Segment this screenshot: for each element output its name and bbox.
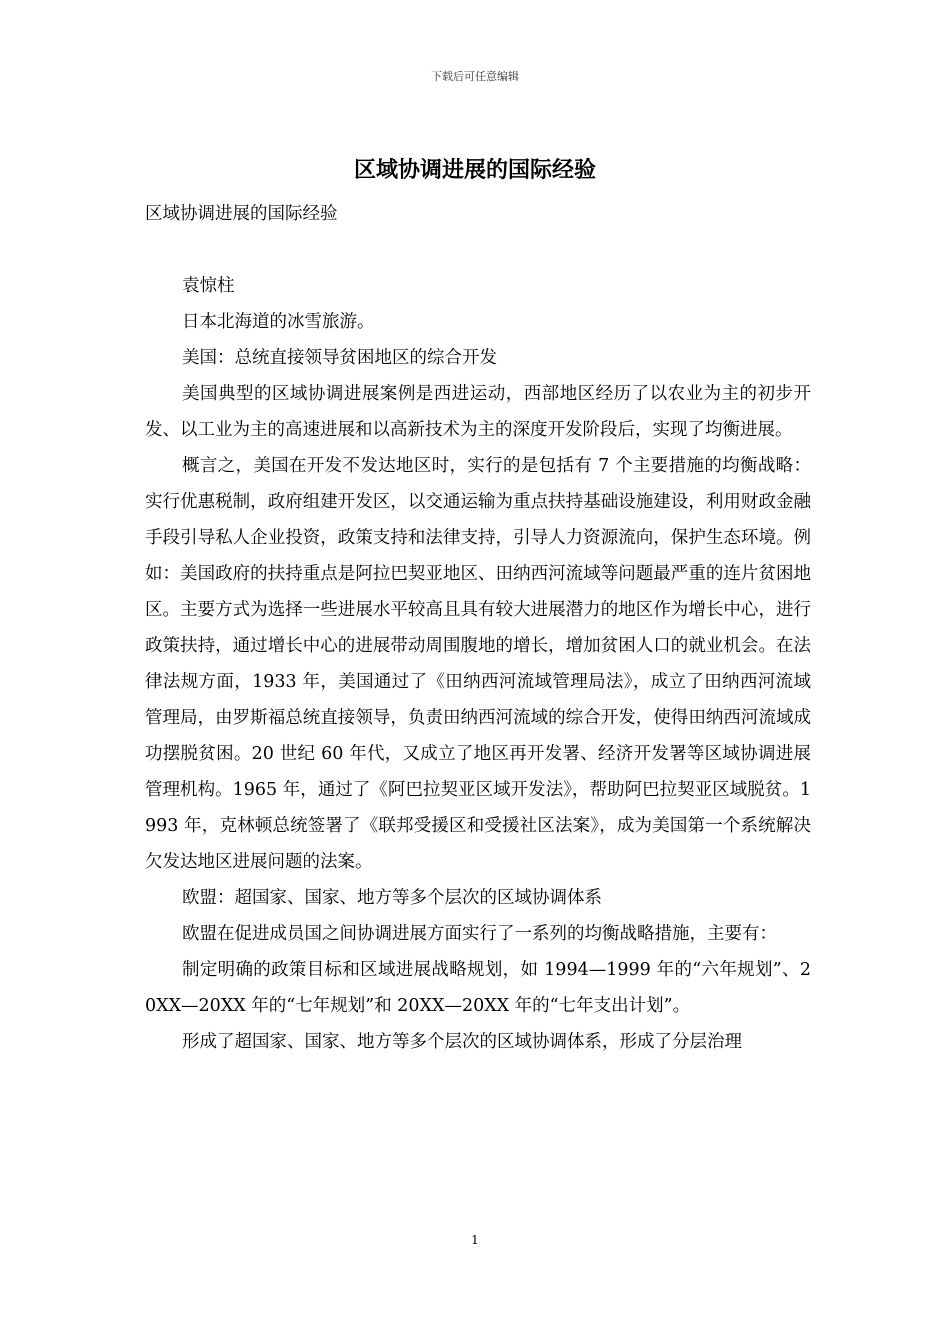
page-header-note: 下载后可任意编辑 — [431, 70, 519, 83]
document-body — [145, 196, 811, 1060]
author-name: 袁惊柱 — [182, 276, 235, 296]
paragraph: 形成了超国家、国家、地方等多个层次的区域协调体系，形成了分层治理 — [182, 1032, 742, 1052]
paragraph: 欧盟在促进成员国之间协调进展方面实行了一系列的均衡战略措施，主要有： — [182, 924, 777, 944]
paragraph: 制定明确的政策目标和区域进展战略规划，如 1994—1999 年的“六年规划”、20XX—20XX 年的“七年规划”和 20XX—20XX 年的“七年支出计划”。 — [145, 960, 811, 1016]
section-heading-eu: 欧盟：超国家、国家、地方等多个层次的区域协调体系 — [182, 888, 602, 908]
paragraph: 日本北海道的冰雪旅游。 — [182, 312, 375, 332]
section-heading-usa: 美国：总统直接领导贫困地区的综合开发 — [182, 348, 497, 368]
document-title: 区域协调进展的国际经验 — [353, 157, 596, 183]
paragraph: 美国典型的区域协调进展案例是西进运动，西部地区经历了以农业为主的初步开发、以工业为主的高速进展和以高新技术为主的深度开发阶段后，实现了均衡进展。 — [145, 384, 811, 440]
paragraph: 概言之，美国在开发不发达地区时，实行的是包括有 7 个主要措施的均衡战略：实行优惠税制，政府组建开发区，以交通运输为重点扶持基础设施建设，利用财政金融手段引导私人企业投资，政策支持和法律支持，引导人力资源流向，保护生态环境。例如：美国政府的扶持重点是阿拉巴契亚地区、田纳西河流域等问题最严重的连片贫困地区。主要方式为选择一些进展水平较高且具有较大进展潜力的地区作为增长中心，进行政策扶持，通过增长中心的进展带动周围腹地的增长，增加贫困人口的就业机会。在法律法规方面，1933 年，美国通过了《田纳西河流域管理局法》，成立了田纳西河流域管理局，由罗斯福总统直接领导，负责田纳西河流域的综合开发，使得田纳西河流域成功摆脱贫困。20 世纪 60 年代，又成立了地区再开发署、经济开发署等区域协调进展管理机构。1965 年，通过了《阿巴拉契亚区域开发法》，帮助阿巴拉契亚区域脱贫。1993 年，克林顿总统签署了《联邦受援区和受援社区法案》，成为美国第一个系统解决欠发达地区进展问题的法案。 — [145, 456, 811, 872]
blank-line — [145, 232, 811, 268]
page-number: 1 — [471, 1233, 479, 1247]
document-subtitle: 区域协调进展的国际经验 — [145, 204, 338, 224]
